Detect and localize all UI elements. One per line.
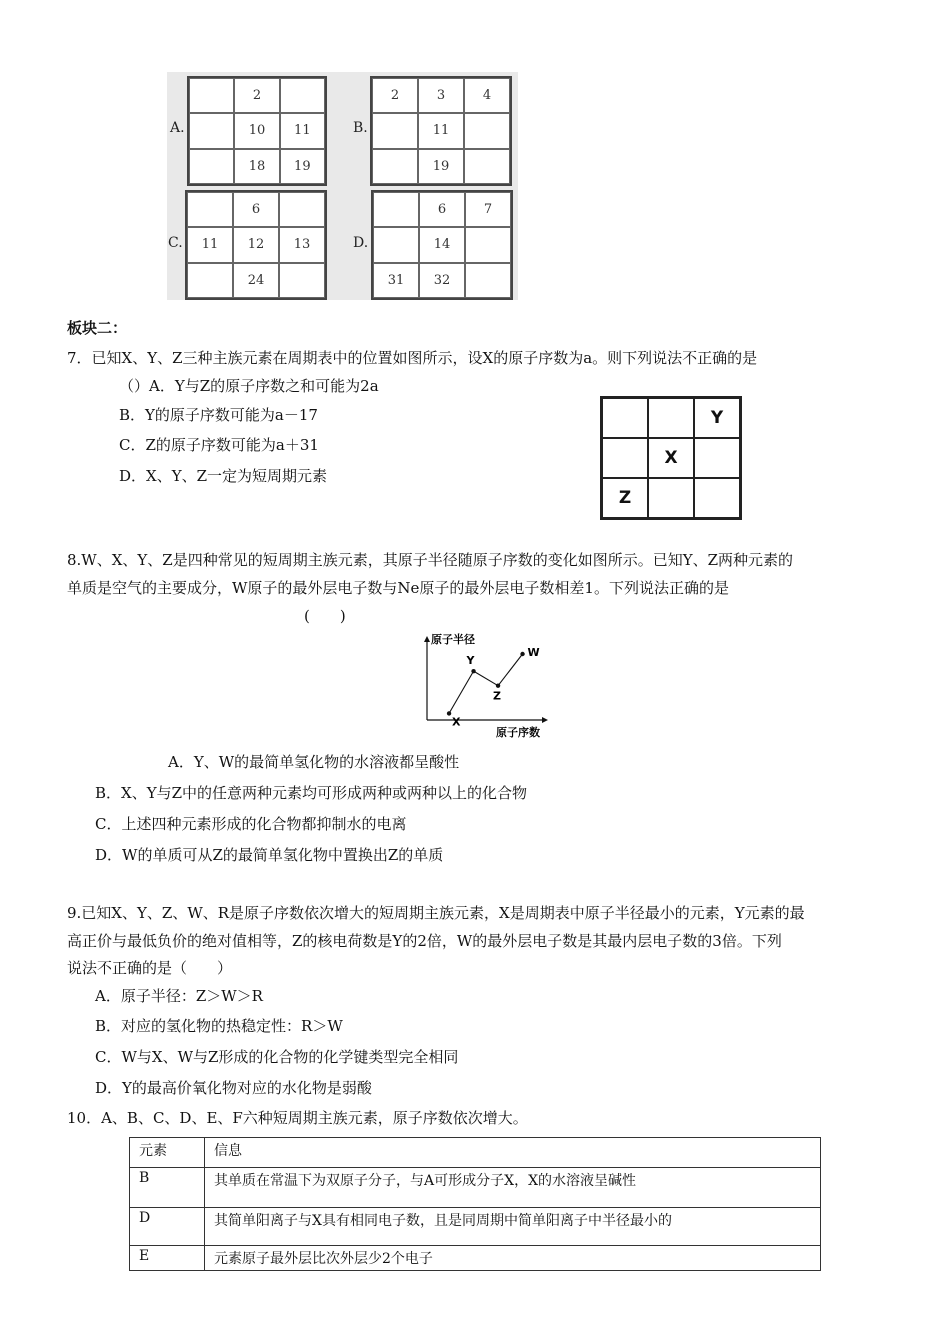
- q8-option-b: B．X、Y与Z中的任意两种元素均可形成两种或两种以上的化合物: [95, 784, 528, 802]
- data-point-w: [520, 652, 524, 656]
- series-line-y-z: [474, 671, 499, 686]
- q7-option-a: （）A．Y与Z的原子序数之和可能为2a: [119, 377, 379, 395]
- grid-cell: [372, 113, 418, 148]
- x-axis-label: 原子序数: [496, 726, 540, 739]
- q8-stem-line1: 8.W、X、Y、Z是四种常见的短周期主族元素，其原子半径随原子序数的变化如图所示。已知Y、Z两种元素的: [67, 551, 794, 569]
- point-label-w: W: [527, 646, 540, 659]
- q10-stem: 10．A、B、C、D、E、F六种短周期主族元素，原子序数依次增大。: [67, 1109, 528, 1127]
- q7-option-c: C．Z的原子序数可能为a＋31: [119, 436, 319, 454]
- option-d-label: D.: [353, 235, 369, 251]
- grid-cell: 14: [419, 227, 465, 262]
- grid-cell: 4: [464, 78, 510, 113]
- table-row: [130, 1168, 821, 1208]
- table-row: [130, 1208, 821, 1246]
- grid-cell: 32: [419, 263, 465, 298]
- option-b-label: B.: [353, 120, 368, 136]
- series-line-x-y: [449, 671, 474, 713]
- grid-cell: 3: [418, 78, 464, 113]
- grid-cell: 19: [418, 149, 464, 184]
- grid-cell: 2: [372, 78, 418, 113]
- grid-cell: [279, 192, 325, 227]
- grid-cell: 18: [234, 149, 279, 184]
- q7-option-d: D．X、Y、Z一定为短周期元素: [119, 467, 328, 485]
- q9-option-c: C．W与X、W与Z形成的化合物的化学键类型完全相同: [95, 1048, 459, 1066]
- grid-cell: [279, 263, 325, 298]
- grid-cell: [694, 478, 740, 518]
- grid-cell: [648, 478, 694, 518]
- grid-cell: [189, 149, 234, 184]
- grid-cell: [602, 438, 648, 478]
- q9-option-d: D．Y的最高价氧化物对应的水化物是弱酸: [95, 1079, 372, 1097]
- grid-cell: 11: [187, 227, 233, 262]
- data-point-y: [471, 669, 475, 673]
- grid-cell: 6: [419, 192, 465, 227]
- grid-cell: [464, 113, 510, 148]
- grid-cell: [464, 149, 510, 184]
- table-cell: 其简单阳离子与X具有相同电子数，且是同周期中简单阳离子中半径最小的: [205, 1208, 821, 1246]
- radius-vs-atomic-number-chart: [410, 630, 560, 742]
- table-cell: 元素原子最外层比次外层少2个电子: [205, 1246, 821, 1271]
- grid-cell: [187, 192, 233, 227]
- grid-cell: 19: [280, 149, 325, 184]
- option-b-grid: [370, 76, 512, 186]
- grid-cell: 6: [233, 192, 279, 227]
- grid-cell: 7: [465, 192, 511, 227]
- q9-stem-line1: 9.已知X、Y、Z、W、R是原子序数依次增大的短周期主族元素，X是周期表中原子半径最小的元素，Y元素的最: [67, 904, 805, 922]
- table-cell: 其单质在常温下为双原子分子，与A可形成分子X，X的水溶液呈碱性: [205, 1168, 821, 1208]
- q9-option-a: A．原子半径：Z＞W＞R: [95, 987, 263, 1005]
- grid-cell-x: X: [648, 438, 694, 478]
- table-header: 元素: [130, 1138, 205, 1168]
- table-header-row: [130, 1138, 821, 1168]
- q8-option-d: D．W的单质可从Z的最简单氢化物中置换出Z的单质: [95, 846, 444, 864]
- section-title: 板块二：: [67, 319, 128, 337]
- grid-cell: 13: [279, 227, 325, 262]
- grid-cell: [602, 398, 648, 438]
- grid-cell: [465, 227, 511, 262]
- grid-cell-y: Y: [694, 398, 740, 438]
- point-label-z: Z: [493, 689, 502, 703]
- option-a-label: A.: [170, 120, 185, 136]
- table-cell: E: [130, 1246, 205, 1271]
- grid-cell: [694, 438, 740, 478]
- q8-answer-blank: ( ): [304, 607, 346, 625]
- q8-stem-line2: 单质是空气的主要成分，W原子的最外层电子数与Ne原子的最外层电子数相差1。下列说法正确的是: [67, 579, 729, 597]
- series-line-z-w: [498, 654, 523, 686]
- option-c-label: C.: [168, 235, 183, 251]
- grid-cell: 2: [234, 78, 279, 113]
- table-cell: D: [130, 1208, 205, 1246]
- grid-cell: 12: [233, 227, 279, 262]
- q8-option-a: A．Y、W的最简单氢化物的水溶液都呈酸性: [168, 753, 460, 771]
- y-axis-label: 原子半径: [431, 633, 475, 646]
- grid-cell: 31: [373, 263, 419, 298]
- y-axis-arrow: [424, 636, 430, 642]
- option-c-grid: [185, 190, 327, 300]
- grid-cell: [372, 149, 418, 184]
- option-d-grid: [371, 190, 513, 300]
- q7-option-b: B．Y的原子序数可能为a－17: [119, 406, 318, 424]
- data-point-z: [496, 683, 500, 687]
- grid-cell: [373, 192, 419, 227]
- grid-cell: 10: [234, 113, 279, 148]
- grid-cell-z: Z: [602, 478, 648, 518]
- x-axis-arrow: [542, 717, 548, 723]
- grid-cell: [648, 398, 694, 438]
- element-info-table: [129, 1137, 821, 1271]
- q9-stem-line2: 高正价与最低负价的绝对值相等，Z的核电荷数是Y的2倍，W的最外层电子数是其最内层电子数的3倍。下列: [67, 932, 782, 950]
- point-label-y: Y: [466, 654, 475, 668]
- table-row: [130, 1246, 821, 1271]
- table-header: 信息: [205, 1138, 821, 1168]
- grid-cell: 24: [233, 263, 279, 298]
- q7-stem: 7．已知X、Y、Z三种主族元素在周期表中的位置如图所示，设X的原子序数为a。则下列说法不正确的是: [67, 349, 758, 367]
- q6-options-figure: [167, 72, 518, 300]
- option-a-grid: [187, 76, 327, 186]
- q8-option-c: C．上述四种元素形成的化合物都抑制水的电离: [95, 815, 407, 833]
- grid-cell: 11: [418, 113, 464, 148]
- grid-cell: [189, 113, 234, 148]
- q7-periodic-grid: [600, 396, 742, 520]
- grid-cell: [465, 263, 511, 298]
- grid-cell: [373, 227, 419, 262]
- grid-cell: [189, 78, 234, 113]
- table-cell: B: [130, 1168, 205, 1208]
- q9-stem-line3: 说法不正确的是（ ）: [67, 959, 233, 977]
- point-label-x: X: [452, 715, 461, 729]
- grid-cell: [280, 78, 325, 113]
- grid-cell: 11: [280, 113, 325, 148]
- data-point-x: [447, 711, 451, 715]
- q9-option-b: B．对应的氢化物的热稳定性：R＞W: [95, 1017, 343, 1035]
- grid-cell: [187, 263, 233, 298]
